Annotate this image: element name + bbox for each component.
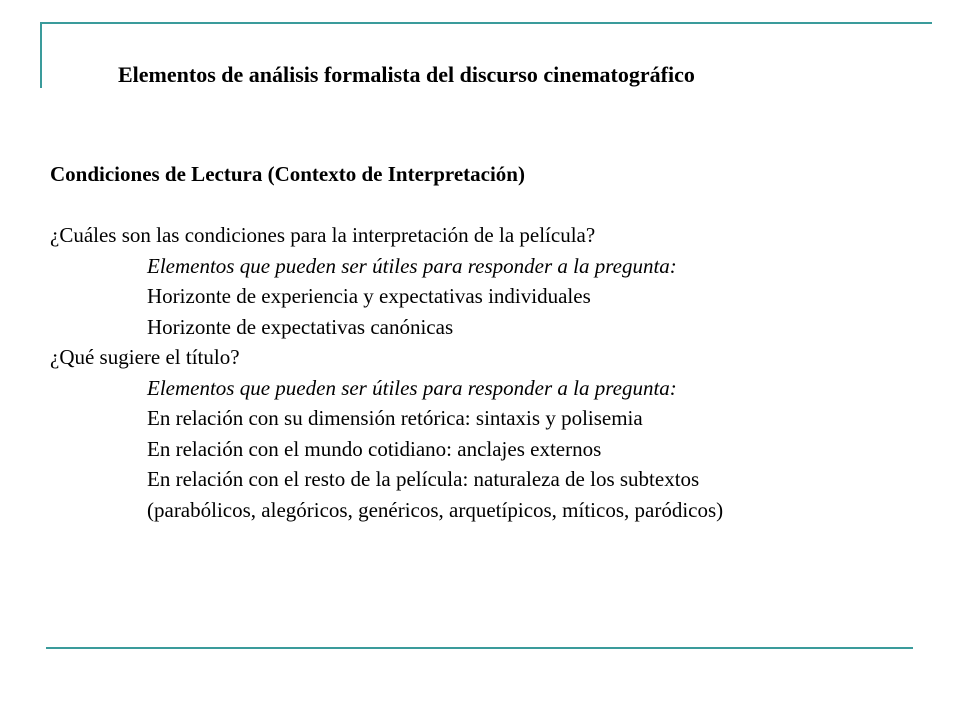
- slide-title: Elementos de análisis formalista del discurso cinematográfico: [118, 62, 695, 87]
- bottom-rule: [46, 647, 913, 649]
- list-item: En relación con su dimensión retórica: sintaxis y polisemia: [147, 406, 643, 430]
- list-item: Horizonte de experiencia y expectativas individuales: [147, 284, 591, 308]
- hint-line: Elementos que pueden ser útiles para responder a la pregunta:: [147, 253, 677, 278]
- list-item: En relación con el mundo cotidiano: anclajes externos: [147, 436, 602, 461]
- question-line: ¿Cuáles son las condiciones para la interpretación de la película?: [50, 223, 596, 247]
- top-rule: [40, 22, 932, 24]
- blank-line: [50, 190, 930, 221]
- question-line: ¿Qué sugiere el título?: [50, 345, 240, 369]
- list-item: (parabólicos, alegóricos, genéricos, arquetípicos, míticos, paródicos): [147, 497, 724, 522]
- section-heading: Condiciones de Lectura (Contexto de Interpretación): [50, 162, 525, 186]
- list-item: Horizonte de expectativas canónicas: [147, 314, 454, 339]
- list-item: En relación con el resto de la película: naturaleza de los subtextos: [147, 467, 700, 491]
- slide-body: [50, 159, 930, 525]
- left-rule: [40, 22, 42, 88]
- hint-line: Elementos que pueden ser útiles para responder a la pregunta:: [147, 375, 677, 400]
